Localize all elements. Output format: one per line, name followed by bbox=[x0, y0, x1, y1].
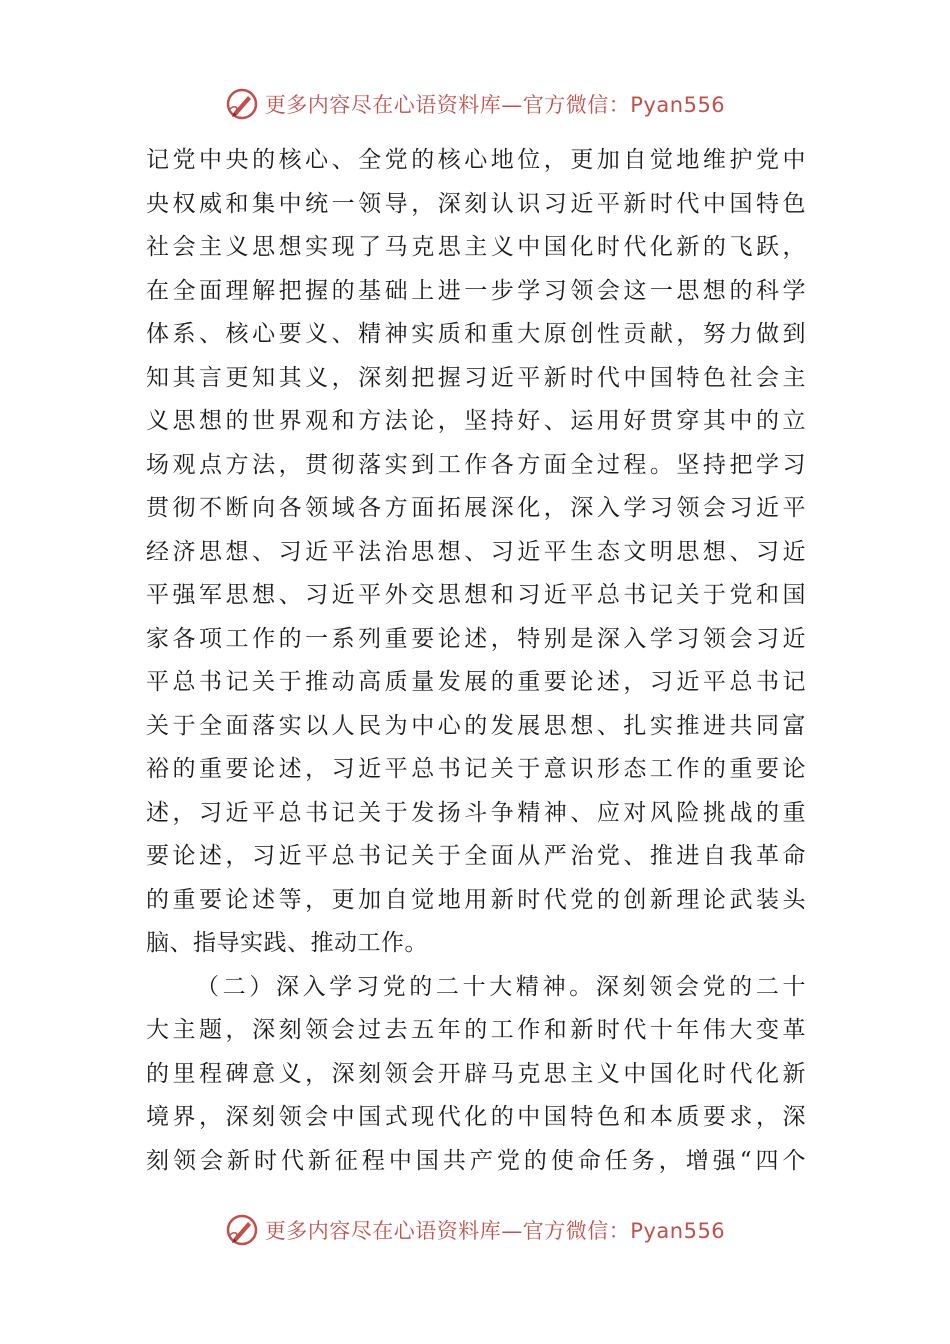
header-banner bbox=[0, 84, 950, 124]
pen-logo-icon bbox=[225, 87, 259, 121]
text-line: 境界，深刻领会中国式现代化的中国特色和本质要求，深 bbox=[146, 1104, 806, 1130]
footer-banner bbox=[0, 1210, 950, 1250]
text-line: 平总书记关于推动高质量发展的重要论述，习近平总书记 bbox=[146, 669, 806, 695]
text-line: 经济思想、习近平法治思想、习近平生态文明思想、习近 bbox=[146, 538, 806, 565]
document-body bbox=[146, 139, 806, 1183]
text-line: 关于全面落实以人民为中心的发展思想、扎实推进共同富 bbox=[146, 712, 806, 739]
text-line: 体系、核心要义、精神实质和重大原创性贡献，努力做到 bbox=[146, 321, 806, 347]
text-line: 央权威和集中统一领导，深刻认识习近平新时代中国特色 bbox=[146, 190, 806, 217]
text-line: 脑、指导实践、推动工作。 bbox=[146, 930, 428, 956]
text-line: 知其言更知其义，深刻把握习近平新时代中国特色社会主 bbox=[146, 364, 806, 391]
text-line: 述，习近平总书记关于发扬斗争精神、应对风险挑战的重 bbox=[146, 799, 806, 826]
text-line: 的重要论述等，更加自觉地用新时代党的创新理论武装头 bbox=[146, 886, 806, 913]
text-line: 裕的重要论述，习近平总书记关于意识形态工作的重要论 bbox=[146, 756, 806, 782]
text-line: 大主题，深刻领会过去五年的工作和新时代十年伟大变革 bbox=[146, 1017, 806, 1043]
text-line: 家各项工作的一系列重要论述，特别是深入学习领会习近 bbox=[146, 625, 806, 652]
text-line: 在全面理解把握的基础上进一步学习领会这一思想的科学 bbox=[146, 277, 806, 304]
text-line: 平强军思想、习近平外交思想和习近平总书记关于党和国 bbox=[146, 582, 806, 608]
text-line: （二）深入学习党的二十大精神。深刻领会党的二十 bbox=[196, 973, 806, 1000]
text-line: 场观点方法，贯彻落实到工作各方面全过程。坚持把学习 bbox=[146, 451, 806, 478]
pen-logo-icon bbox=[225, 1213, 259, 1247]
header-banner-text: 更多内容尽在心语资料库—官方微信：Pyan556 bbox=[264, 93, 726, 117]
text-line: 刻领会新时代新征程中国共产党的使命任务，增强“四个 bbox=[146, 1147, 806, 1174]
text-line: 要论述，习近平总书记关于全面从严治党、推进自我革命 bbox=[146, 843, 806, 869]
text-line: 义思想的世界观和方法论，坚持好、运用好贯穿其中的立 bbox=[146, 408, 806, 434]
footer-banner-text: 更多内容尽在心语资料库—官方微信：Pyan556 bbox=[264, 1219, 726, 1243]
text-line: 的里程碑意义，深刻领会开辟马克思主义中国化时代化新 bbox=[146, 1060, 806, 1087]
text-line: 记党中央的核心、全党的核心地位，更加自觉地维护党中 bbox=[146, 147, 806, 173]
text-line: 贯彻不断向各领域各方面拓展深化，深入学习领会习近平 bbox=[146, 495, 806, 521]
text-line: 社会主义思想实现了马克思主义中国化时代化新的飞跃， bbox=[146, 234, 806, 260]
